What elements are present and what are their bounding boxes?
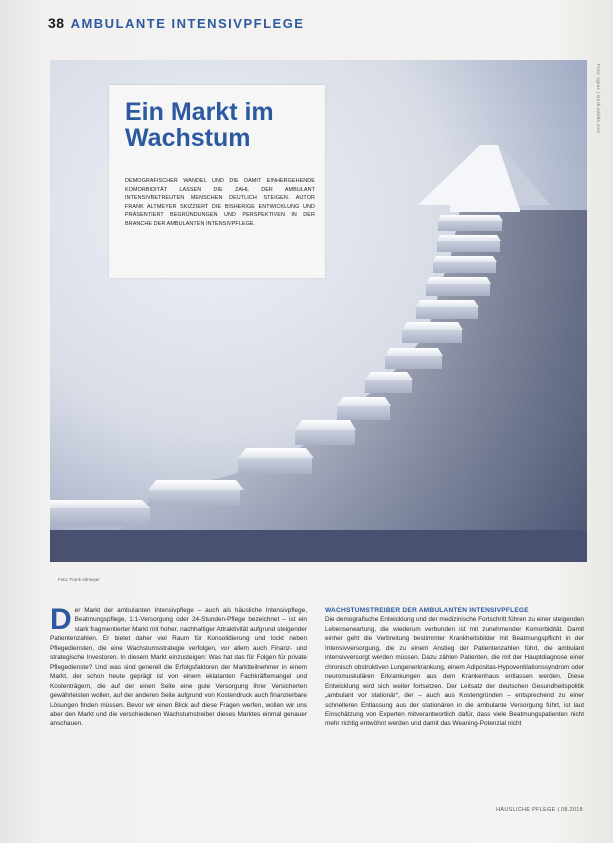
photo-credit: Foto: agrus | stock.adobe.com bbox=[596, 64, 601, 134]
subheading: WACHSTUMSTREIBER DER AMBULANTEN INTENSIVPFLEGE bbox=[325, 607, 529, 614]
page-footer: HÄUSLICHE PFLEGE | 08.2018 bbox=[496, 807, 583, 813]
image-caption: Foto: Frank Altmeyer bbox=[58, 577, 100, 582]
page-header bbox=[48, 13, 304, 33]
dropcap: D bbox=[50, 603, 72, 636]
article-column-right bbox=[325, 606, 584, 729]
page-number: 38 bbox=[48, 15, 65, 31]
teaser-text: DEMOGRAFISCHER WANDEL UND DIE DAMIT EINHERGEHENDE KOMORBIDITÄT LASSEN DIE ZAHL DER AMBULANT INTENSIVBETREUTEN MENSCHEN DEUTLICH STEIGEN. AUTOR FRANK ALTMEYER SKIZZIERT DIE BISHERIGE ENTWICKLUNG UND PRÄSENTIERT BEGRÜNDUNGEN UND PERSPEKTIVEN IN DER BRANCHE DER AMBULANTEN INTENSIVPFLEGE. bbox=[125, 178, 315, 227]
section-title: AMBULANTE INTENSIVPFLEGE bbox=[70, 15, 305, 31]
article-intro-text: er Markt der ambulanten Intensivpflege – auch als häusliche Intensivpflege, Beatmungspflege, 1:1-Versorgung oder 24-Stunden-Pflege bezeichnet – ist ein stark fragmentierter Markt mit hoher, nachhaltiger Attraktivität aufgrund steigender Patientenzahlen. Er bietet daher viel Raum für Konsolidierung und lockt neben Pflegediensten, die eine Wachstumsstrategie verfolgen, vor allem auch Finanz- und strategische Investoren. In diesem Markt einzusteigen: Was hat das für Folgen für private Pflegedienste? Und was sind generell die Erfolgsfaktoren der Marktteilnehmer in einem Markt, der schon heute geprägt ist von einem eklatanten Fachkräftemangel und Kostenträgern, die auf der einen Seite eine gute Versorgung ihrer Versicherten gewährleisten wollen, auf der anderen Seite aufgrund von Kostendruck auch finanzierbare Lösungen finden müssen. Bevor wir einen Blick auf diese Fragen werfen, wollen wir uns aber den Markt und die verschiedenen Wachstumstreiber dieses Marktes einmal genauer anschauen. bbox=[50, 607, 307, 728]
headline: Ein Markt im Wachstum bbox=[125, 98, 274, 152]
article-body-text: Die demografische Entwicklung und der medizinische Fortschritt führen zu einer steigenden Lebenserwartung, die wiederum verbunden ist mit zunehmender Komorbidität. Damit einher geht die Verbreitung bestimmter Krankheitsbilder mit Beatmungspflicht in der Intensivversorgung, die zu einem Anstieg der Patientenzahlen führt, die ambulant intensivversorgt werden müssen. Dazu zählen Patienten, die mit der Hauptdiagnose einer chronisch obstruktiven Lungenerkrankung, einem Adipositas-Hypoventilationssyndrom oder neuromuskulären Erkrankungen aus dem Krankenhaus entlassen werden. Diese Entwicklung wird sich weiter fortsetzen. Der Leitsatz der deutschen Gesundheitspolitik „ambulant vor stationär“, der – auch aus Kostengründen – entsprechend zu einer schnelleren Entlassung aus der stationären in die ambulante Versorgung führt, ist laut Einschätzung von Experten mitverantwortlich dafür, dass viele Beatmungspatienten nicht mehr richtig entwöhnt werden und damit das Weaning-Potenzial nicht bbox=[325, 616, 584, 728]
title-box bbox=[109, 85, 325, 278]
article-column-left bbox=[50, 603, 307, 729]
